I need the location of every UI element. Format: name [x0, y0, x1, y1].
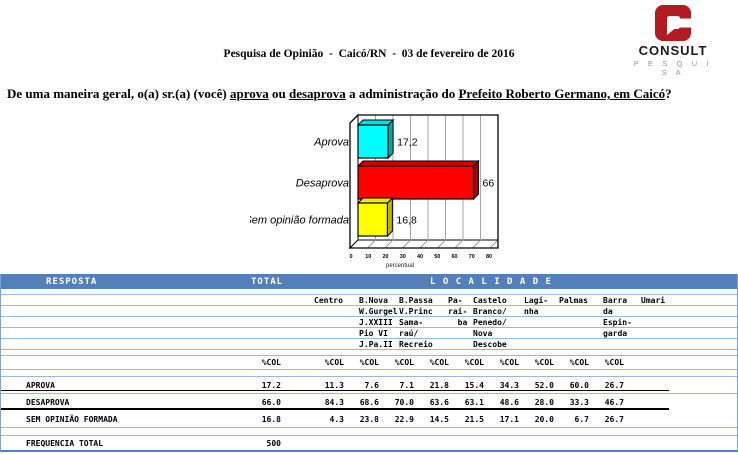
percent-cell: %COL	[464, 358, 484, 367]
value-cell: 15.4	[464, 380, 484, 390]
value-cell: 28.0	[534, 398, 554, 407]
locality-header-cell: B.Passa	[399, 295, 433, 305]
svg-text:Aprova: Aprova	[314, 136, 349, 149]
svg-text:17,2: 17,2	[397, 136, 418, 149]
locality-header-row	[1, 317, 737, 328]
report-title: Pesquisa de Opinião - Caicó/RN - 03 de fevereiro de 2016	[223, 48, 515, 60]
locality-header-cell: nha	[524, 306, 539, 316]
question-underlined-aprova: aprova	[229, 86, 269, 101]
value-cell: 68.6	[359, 398, 379, 407]
row-underline	[1, 390, 669, 392]
locality-header-cell: B.Nova	[359, 295, 388, 305]
percent-cell: %COL	[324, 358, 344, 367]
value-cell: 22.9	[394, 414, 414, 424]
locality-header-cell: garda	[603, 328, 628, 338]
svg-text:80: 80	[485, 254, 493, 260]
percent-cell: %COL	[261, 358, 281, 367]
locality-header-cell: Espin-	[603, 317, 632, 327]
value-cell: 17.1	[499, 414, 519, 424]
value-cell: 20.0	[534, 414, 554, 424]
row-label-cell: FREQUENCIA TOTAL	[26, 438, 104, 448]
percent-cell: %COL	[394, 358, 414, 367]
value-cell: 21.8	[429, 380, 449, 390]
percent-cell: %COL	[499, 358, 519, 367]
column-header-localidade: L O C A L I D A D E	[430, 277, 552, 287]
svg-text:0: 0	[349, 254, 353, 260]
svg-text:16,8: 16,8	[396, 214, 417, 227]
percent-cell: %COL	[429, 358, 449, 367]
locality-header-cell: raú/	[399, 328, 419, 338]
table-row	[1, 436, 737, 450]
column-header-resposta: RESPOSTA	[46, 277, 98, 287]
question-part: De uma maneira geral, o(a) sr.(a) (você)	[7, 86, 230, 101]
row-label-cell: APROVA	[26, 380, 55, 390]
row-label-cell: SEM OPINIÃO FORMADA	[26, 414, 118, 424]
results-table	[0, 274, 738, 452]
value-cell: 6.7	[574, 414, 589, 424]
value-cell: 63.1	[464, 398, 484, 407]
total-value-cell: 500	[266, 438, 281, 448]
question-part: ?	[665, 86, 672, 101]
locality-header-cell: Barra	[603, 295, 628, 305]
value-cell: 23.8	[359, 414, 379, 424]
svg-text:66: 66	[482, 177, 495, 190]
total-value-cell: 16.8	[261, 414, 281, 424]
locality-header-cell: W.Gurgel	[359, 306, 398, 316]
question-part: ou	[268, 86, 289, 101]
question-underlined-desaprova: desaprova	[288, 86, 346, 101]
total-value-cell: 17.2	[261, 380, 281, 390]
value-cell: 46.7	[604, 398, 624, 407]
locality-header-cell: Nova	[473, 328, 493, 338]
svg-text:40: 40	[416, 254, 424, 260]
value-cell: 26.7	[604, 380, 624, 390]
svg-text:percentual: percentual	[385, 263, 415, 269]
value-cell: 84.3	[324, 398, 344, 407]
value-cell: 60.0	[569, 380, 589, 390]
svg-text:Desaprova: Desaprova	[295, 177, 349, 190]
locality-header-cell: Pa-	[448, 295, 463, 305]
table-body	[1, 289, 737, 450]
locality-header-cell: Lagi-	[524, 295, 549, 305]
question-part: a administração do	[345, 86, 459, 101]
svg-text:60: 60	[451, 254, 458, 260]
locality-header-row	[1, 339, 737, 350]
svg-text:70: 70	[468, 254, 475, 260]
question-underlined-prefeito: Prefeito Roberto Germano, em Caicó	[458, 86, 666, 101]
row-label-cell: DESAPROVA	[26, 398, 70, 407]
locality-header-cell: Castelo	[473, 295, 507, 305]
locality-header-cell: Sama-	[399, 317, 424, 327]
value-cell: 52.0	[534, 380, 554, 390]
survey-question	[7, 86, 722, 102]
percent-header-row	[1, 356, 737, 370]
svg-text:30: 30	[399, 254, 406, 260]
locality-header-row	[1, 328, 737, 339]
value-cell: 7.1	[399, 380, 414, 390]
locality-header-cell: ba	[448, 317, 468, 327]
row-underline	[1, 408, 669, 411]
table-row	[1, 394, 737, 411]
logo-brand-text: CONSULT	[638, 43, 708, 58]
table-row	[1, 377, 737, 394]
consult-logo-icon	[654, 4, 692, 42]
value-cell: 21.5	[464, 414, 484, 424]
percent-cell: %COL	[534, 358, 554, 367]
percent-cell: %COL	[604, 358, 624, 367]
consult-logo	[630, 4, 716, 77]
locality-header-cell: V.Princ	[399, 306, 433, 316]
svg-text:10: 10	[365, 254, 372, 260]
table-row	[1, 411, 737, 428]
svg-text:20: 20	[382, 254, 389, 260]
svg-text:50: 50	[434, 254, 441, 260]
table-header-bar	[1, 274, 737, 289]
locality-header-cell: da	[603, 306, 613, 316]
percent-cell: %COL	[569, 358, 589, 367]
svg-text:Sem opinião formada: Sem opinião formada	[250, 214, 349, 227]
spacer-row	[1, 370, 737, 377]
value-cell: 4.3	[329, 414, 344, 424]
spacer-row	[1, 428, 737, 436]
locality-header-cell: Recreio	[399, 339, 433, 349]
locality-header-cell: Centro	[314, 295, 343, 305]
value-cell: 26.7	[604, 414, 624, 424]
locality-header-row	[1, 306, 737, 317]
value-cell: 70.0	[394, 398, 414, 407]
locality-header-cell: Umari	[641, 295, 666, 305]
approval-bar-chart	[250, 106, 510, 272]
value-cell: 34.3	[499, 380, 519, 390]
locality-header-cell: Penedo/	[473, 317, 507, 327]
locality-header-cell: Pio VI	[359, 328, 388, 338]
value-cell: 33.3	[569, 398, 589, 407]
value-cell: 63.6	[429, 398, 449, 407]
percent-cell: %COL	[359, 358, 379, 367]
value-cell: 14.5	[429, 414, 449, 424]
locality-header-row	[1, 295, 737, 306]
locality-header-cell: Descobe	[473, 339, 507, 349]
locality-header-cell: J.Pa.II	[359, 339, 393, 349]
locality-header-cell: Branco/	[473, 306, 507, 316]
value-cell: 11.3	[324, 380, 344, 390]
locality-header-cell: J.XXIII	[359, 317, 393, 327]
logo-subtitle-text: P E S Q U I S A	[633, 59, 713, 77]
value-cell: 7.6	[364, 380, 379, 390]
locality-header-cell: Palmas	[559, 295, 588, 305]
locality-header-cell: rai-	[448, 306, 468, 316]
column-header-total: TOTAL	[251, 277, 284, 287]
value-cell: 48.6	[499, 398, 519, 407]
total-value-cell: 66.0	[261, 398, 281, 407]
